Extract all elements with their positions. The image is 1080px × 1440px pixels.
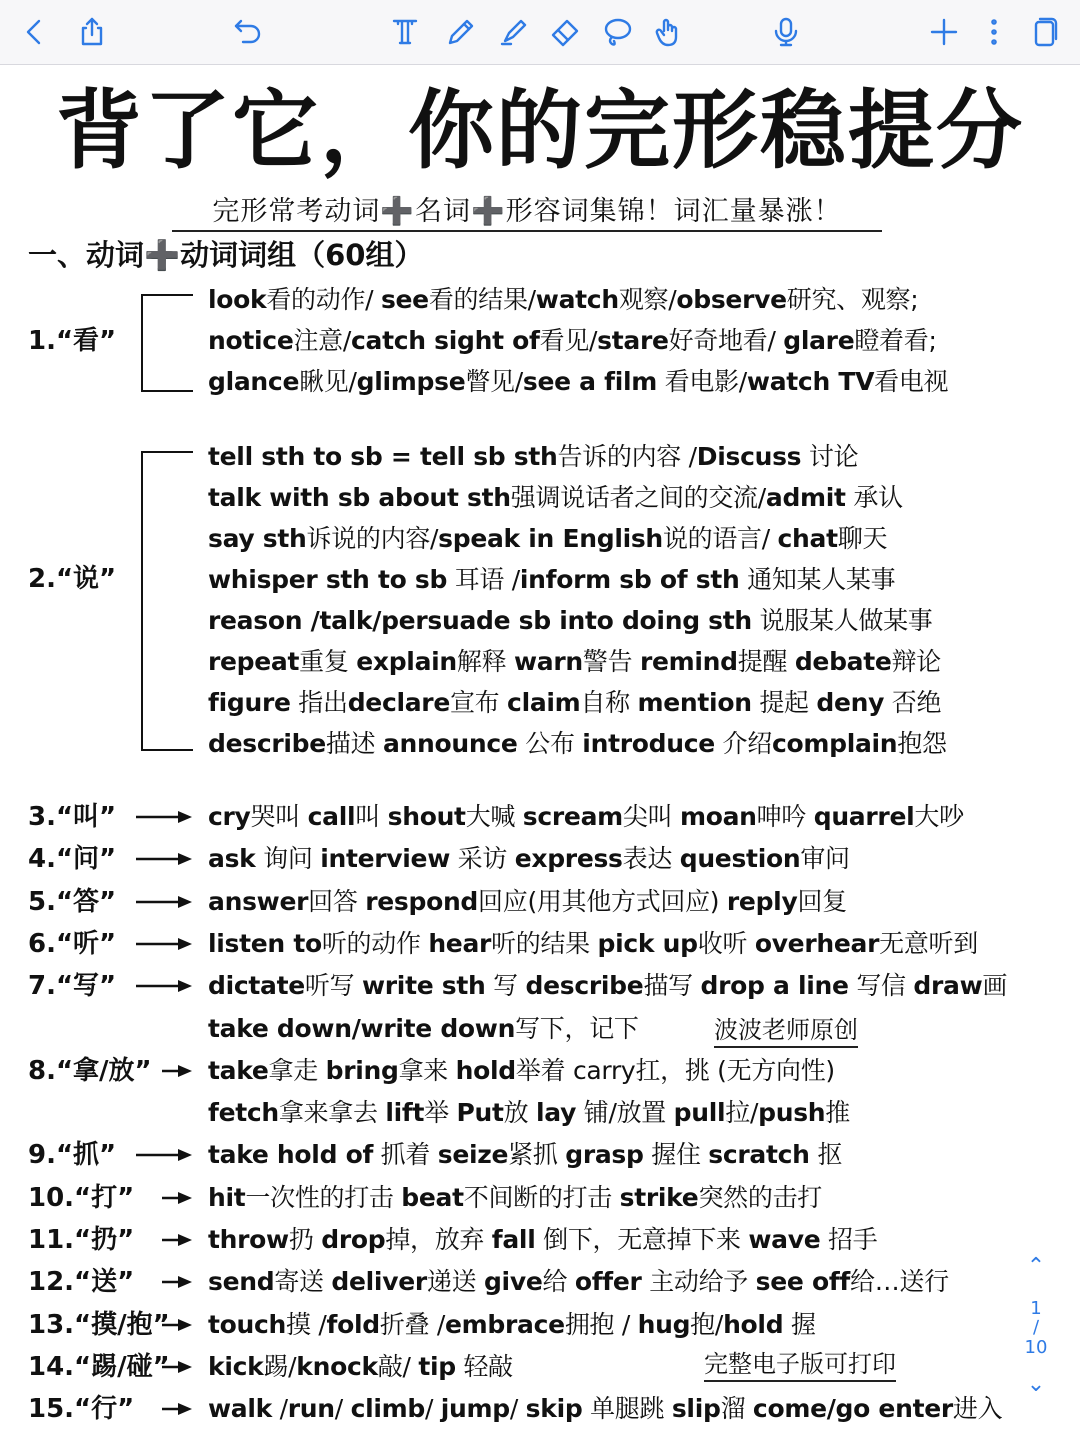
arrow-icon xyxy=(136,1147,192,1163)
vocab-line: cry哭叫 call叫 shout大喊 scream尖叫 moan呻吟 quarrel大吵 xyxy=(208,802,964,831)
add-icon[interactable] xyxy=(924,12,964,52)
page-down-icon[interactable]: ⌄ xyxy=(1026,1372,1046,1397)
vocab-line: ask 询问 interview 采访 express表达 question审问 xyxy=(208,844,850,874)
vocab-line: describe描述 announce 公布 introduce 介绍complain抱怨 xyxy=(208,729,947,758)
arrow-icon xyxy=(162,1359,192,1375)
arrow-icon xyxy=(162,1063,192,1079)
print-note: 完整电子版可打印 xyxy=(704,1348,896,1382)
page-indicator xyxy=(1008,1250,1064,1430)
item-label: 9.“抓” xyxy=(28,1140,117,1171)
vocab-line: glance瞅见/glimpse瞥见/see a film 看电影/watch TV看电视 xyxy=(208,367,949,396)
pen-icon[interactable] xyxy=(441,12,481,52)
arrow-icon xyxy=(136,809,192,825)
item-label: 12.“送” xyxy=(28,1267,135,1298)
share-icon[interactable] xyxy=(72,12,112,52)
page-total: 10 xyxy=(1024,1337,1048,1358)
item-label: 13.“摸/抱” xyxy=(28,1309,170,1340)
vocab-line: send寄送 deliver递送 give给 offer 主动给予 see off给…送行 xyxy=(208,1267,949,1297)
page-divider-icon: ∕ xyxy=(1032,1317,1040,1338)
vocab-line: reason /talk/persuade sb into doing sth 说服某人做某事 xyxy=(208,606,933,635)
vocab-line: listen to听的动作 hear听的结果 pick up收听 overhear无意听到 xyxy=(208,928,978,958)
vocab-line: take down/write down写下，记下 xyxy=(208,1013,639,1043)
touch-icon[interactable] xyxy=(648,12,688,52)
item-label: 14.“踢/碰” xyxy=(28,1351,170,1382)
vocab-line: take拿走 bring拿来 hold举着 carry扛，挑 (无方向性) xyxy=(208,1055,835,1085)
vocab-line: whisper sth to sb 耳语 /inform sb of sth 通知某人某事 xyxy=(208,565,896,594)
page-up-icon[interactable]: ⌃ xyxy=(1026,1254,1046,1279)
vocab-line: repeat重复 explain解释 warn警告 remind提醒 debate辩论 xyxy=(208,647,941,676)
arrow-icon xyxy=(162,1317,192,1333)
item-label: 15.“行” xyxy=(28,1394,135,1425)
vocab-line: hit一次性的打击 beat不间断的打击 strike突然的击打 xyxy=(208,1182,822,1212)
vocab-line: talk with sb about sth强调说话者之间的交流/admit 承认 xyxy=(208,483,903,512)
section-heading: 一、动词➕动词词组（60组） xyxy=(28,238,424,272)
arrow-icon xyxy=(136,851,192,867)
back-icon[interactable] xyxy=(14,12,54,52)
group-label: 2.“说” xyxy=(28,564,117,594)
vocab-line: touch摸 /fold折叠 /embrace拥抱 / hug抱/hold 握 xyxy=(208,1309,816,1339)
item-label: 6.“听” xyxy=(28,928,117,959)
eraser-icon[interactable] xyxy=(545,12,585,52)
vocab-line: throw扔 drop掉，放弃 fall 倒下，无意掉下来 wave 招手 xyxy=(208,1225,878,1254)
arrow-icon xyxy=(162,1232,192,1248)
pages-icon[interactable] xyxy=(1024,12,1064,52)
item-label: 8.“拿/放” xyxy=(28,1055,152,1086)
bracket-group-2 xyxy=(141,451,193,751)
vocab-line: kick踢/knock敲/ tip 轻敲 xyxy=(208,1351,513,1381)
arrow-icon xyxy=(162,1274,192,1290)
vocab-line: take hold of 抓着 seize紧抓 grasp 握住 scratch 抠 xyxy=(208,1140,843,1170)
highlighter-icon[interactable] xyxy=(494,12,534,52)
item-label: 5.“答” xyxy=(28,886,117,917)
arrow-icon xyxy=(162,1401,192,1417)
page-title: 背了它，你的完形稳提分 xyxy=(56,81,1024,181)
group-label: 1.“看” xyxy=(28,326,117,356)
bracket-group-1 xyxy=(141,294,193,392)
document-page xyxy=(0,66,1080,1440)
item-label: 10.“打” xyxy=(28,1182,135,1213)
item-label: 3.“叫” xyxy=(28,802,117,832)
lasso-icon[interactable] xyxy=(597,12,637,52)
subtitle: 完形常考动词➕名词➕形容词集锦！词汇量暴涨！ xyxy=(172,194,882,232)
undo-icon[interactable] xyxy=(228,12,268,52)
vocab-line: fetch拿来拿去 lift举 Put放 lay 铺/放置 pull拉/push推 xyxy=(208,1098,850,1128)
text-tool-icon[interactable] xyxy=(385,12,425,52)
item-label: 4.“问” xyxy=(28,844,117,875)
more-icon[interactable] xyxy=(974,12,1014,52)
vocab-line: tell sth to sb = tell sb sth告诉的内容 /Discuss 讨论 xyxy=(208,442,859,471)
arrow-icon xyxy=(136,936,192,952)
item-label: 7.“写” xyxy=(28,971,117,1002)
microphone-icon[interactable] xyxy=(766,12,806,52)
vocab-line: look看的动作/ see看的结果/watch观察/observe研究、观察; xyxy=(208,285,919,314)
toolbar xyxy=(0,0,1080,65)
vocab-line: walk /run/ climb/ jump/ skip 单腿跳 slip溜 come/go enter进入 xyxy=(208,1394,1003,1424)
author-note: 波波老师原创 xyxy=(714,1014,858,1048)
vocab-line: notice注意/catch sight of看见/stare好奇地看/ glare瞪着看; xyxy=(208,326,937,355)
arrow-icon xyxy=(162,1190,192,1206)
item-label: 11.“扔” xyxy=(28,1225,135,1255)
arrow-icon xyxy=(136,894,192,910)
arrow-icon xyxy=(136,978,192,994)
vocab-line: answer回答 respond回应(用其他方式回应) reply回复 xyxy=(208,886,847,916)
page-current: 1 xyxy=(1030,1298,1042,1319)
vocab-line: dictate听写 write sth 写 describe描写 drop a line 写信 draw画 xyxy=(208,971,1008,1001)
vocab-line: say sth诉说的内容/speak in English说的语言/ chat聊天 xyxy=(208,524,888,553)
vocab-line: figure 指出declare宣布 claim自称 mention 提起 deny 否绝 xyxy=(208,688,942,717)
